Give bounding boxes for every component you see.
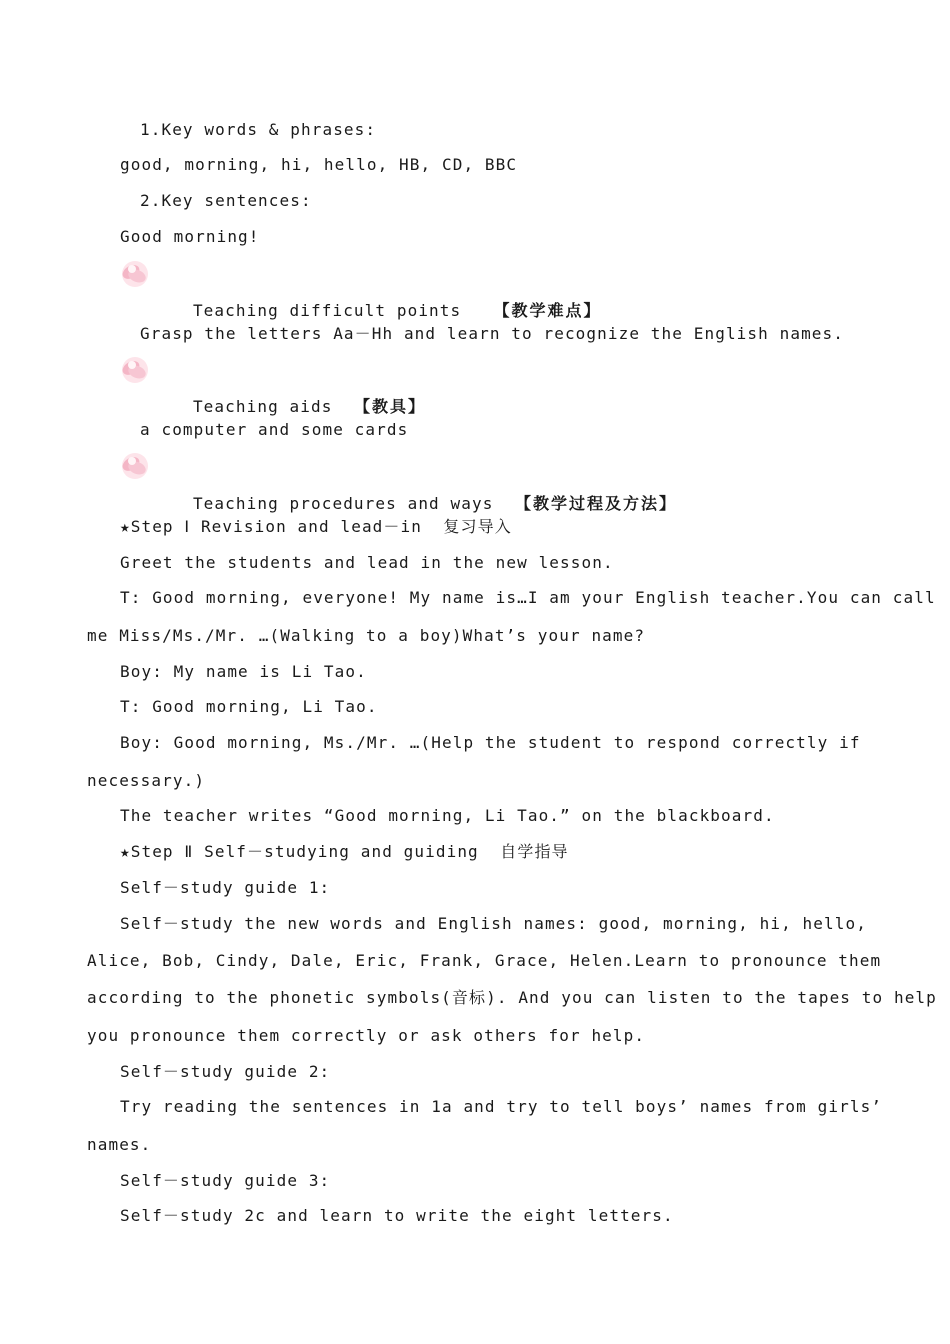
key-sentences-heading: 2.Key sentences: xyxy=(140,191,312,210)
section-heading-text: Teaching aids xyxy=(192,397,333,416)
self-study-guide-label: Self－study guide 3: xyxy=(120,1171,331,1190)
pink-flower-icon xyxy=(119,450,151,482)
difficult-points-text: Grasp the letters Aa－Hh and learn to recognize the English names. xyxy=(140,324,844,343)
section-heading-text: Teaching difficult points xyxy=(192,301,462,320)
paragraph: T: Good morning, Li Tao. xyxy=(120,697,378,716)
paragraph: Boy: My name is Li Tao. xyxy=(120,662,367,681)
paragraph: Self－study the new words and English names: good, morning, hi, hello, xyxy=(120,914,867,933)
pink-flower-icon xyxy=(119,258,151,290)
section-heading-cn: 【教学过程及方法】 xyxy=(514,494,677,513)
paragraph: according to the phonetic symbols(音标). And you can listen to the tapes to help xyxy=(87,988,937,1007)
paragraph: T: Good morning, everyone! My name is…I am your English teacher.You can call xyxy=(120,588,936,607)
step-one-heading: ★Step Ⅰ Revision and lead－in 复习导入 xyxy=(120,517,512,536)
paragraph: necessary.) xyxy=(87,771,206,790)
section-heading-cn: 【教具】 xyxy=(353,397,426,416)
key-sentence: Good morning! xyxy=(120,227,260,246)
self-study-guide-label: Self－study guide 2: xyxy=(120,1062,331,1081)
pink-flower-icon xyxy=(119,354,151,386)
paragraph: Greet the students and lead in the new lesson. xyxy=(120,553,614,572)
paragraph: Self－study 2c and learn to write the eight letters. xyxy=(120,1206,674,1225)
teaching-aids-text: a computer and some cards xyxy=(140,420,409,439)
paragraph: Try reading the sentences in 1a and try to tell boys’ names from girls’ xyxy=(120,1097,883,1116)
key-words-heading: 1.Key words & phrases: xyxy=(140,120,377,139)
paragraph: Alice, Bob, Cindy, Dale, Eric, Frank, Grace, Helen.Learn to pronounce them xyxy=(87,951,882,970)
paragraph: The teacher writes “Good morning, Li Tao.” on the blackboard. xyxy=(120,806,775,825)
self-study-guide-label: Self－study guide 1: xyxy=(120,878,331,897)
key-words-list: good, morning, hi, hello, HB, CD, BBC xyxy=(120,155,518,174)
paragraph: Boy: Good morning, Ms./Mr. …(Help the student to respond correctly if xyxy=(120,733,861,752)
paragraph: names. xyxy=(87,1135,152,1154)
paragraph: me Miss/Ms./Mr. …(Walking to a boy)What’s your name? xyxy=(87,626,646,645)
step-two-heading: ★Step Ⅱ Self－studying and guiding 自学指导 xyxy=(120,842,569,861)
section-heading-cn: 【教学难点】 xyxy=(493,301,602,320)
paragraph: you pronounce them correctly or ask others for help. xyxy=(87,1026,646,1045)
section-heading-text: Teaching procedures and ways xyxy=(192,494,494,513)
